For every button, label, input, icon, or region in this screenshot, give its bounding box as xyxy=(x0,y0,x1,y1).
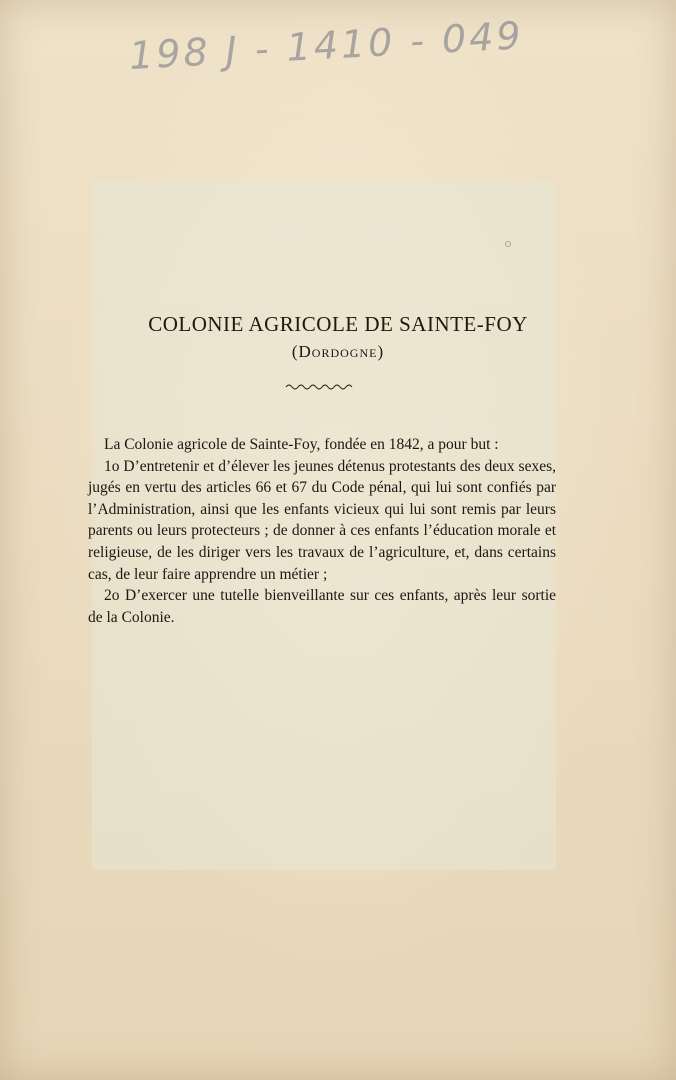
wavy-rule-ornament xyxy=(284,382,356,392)
body-text xyxy=(88,434,556,628)
paper-speck xyxy=(505,241,511,247)
paragraph-intro: La Colonie agricole de Sainte-Foy, fondée en 1842, a pour but : xyxy=(104,436,499,453)
paragraph-second-aim: 2o D’exercer une tutelle bienveillante sur ces enfants, après leur sortie de la Colonie. xyxy=(88,587,556,626)
paragraph-first-aim: 1o D’entretenir et d’élever les jeunes détenus protestants des deux sexes, jugés en vertu des articles 66 et 67 du Code pénal, qui lui sont confiés par l’Administration, ainsi que les enfants vicieux qui lui sont remis par leurs parents ou leurs protecteurs ; de donner à ces enfants l’éducation morale et religieuse, de les diriger vers les travaux de l’agriculture, et, dans certains cas, de leur faire apprendre un métier ; xyxy=(88,457,556,583)
document-title: COLONIE AGRICOLE DE SAINTE-FOY xyxy=(148,312,528,336)
document-subtitle: (Dordogne) xyxy=(291,342,385,361)
archive-pencil-note: 198 J - 1410 - 049 xyxy=(128,13,525,78)
